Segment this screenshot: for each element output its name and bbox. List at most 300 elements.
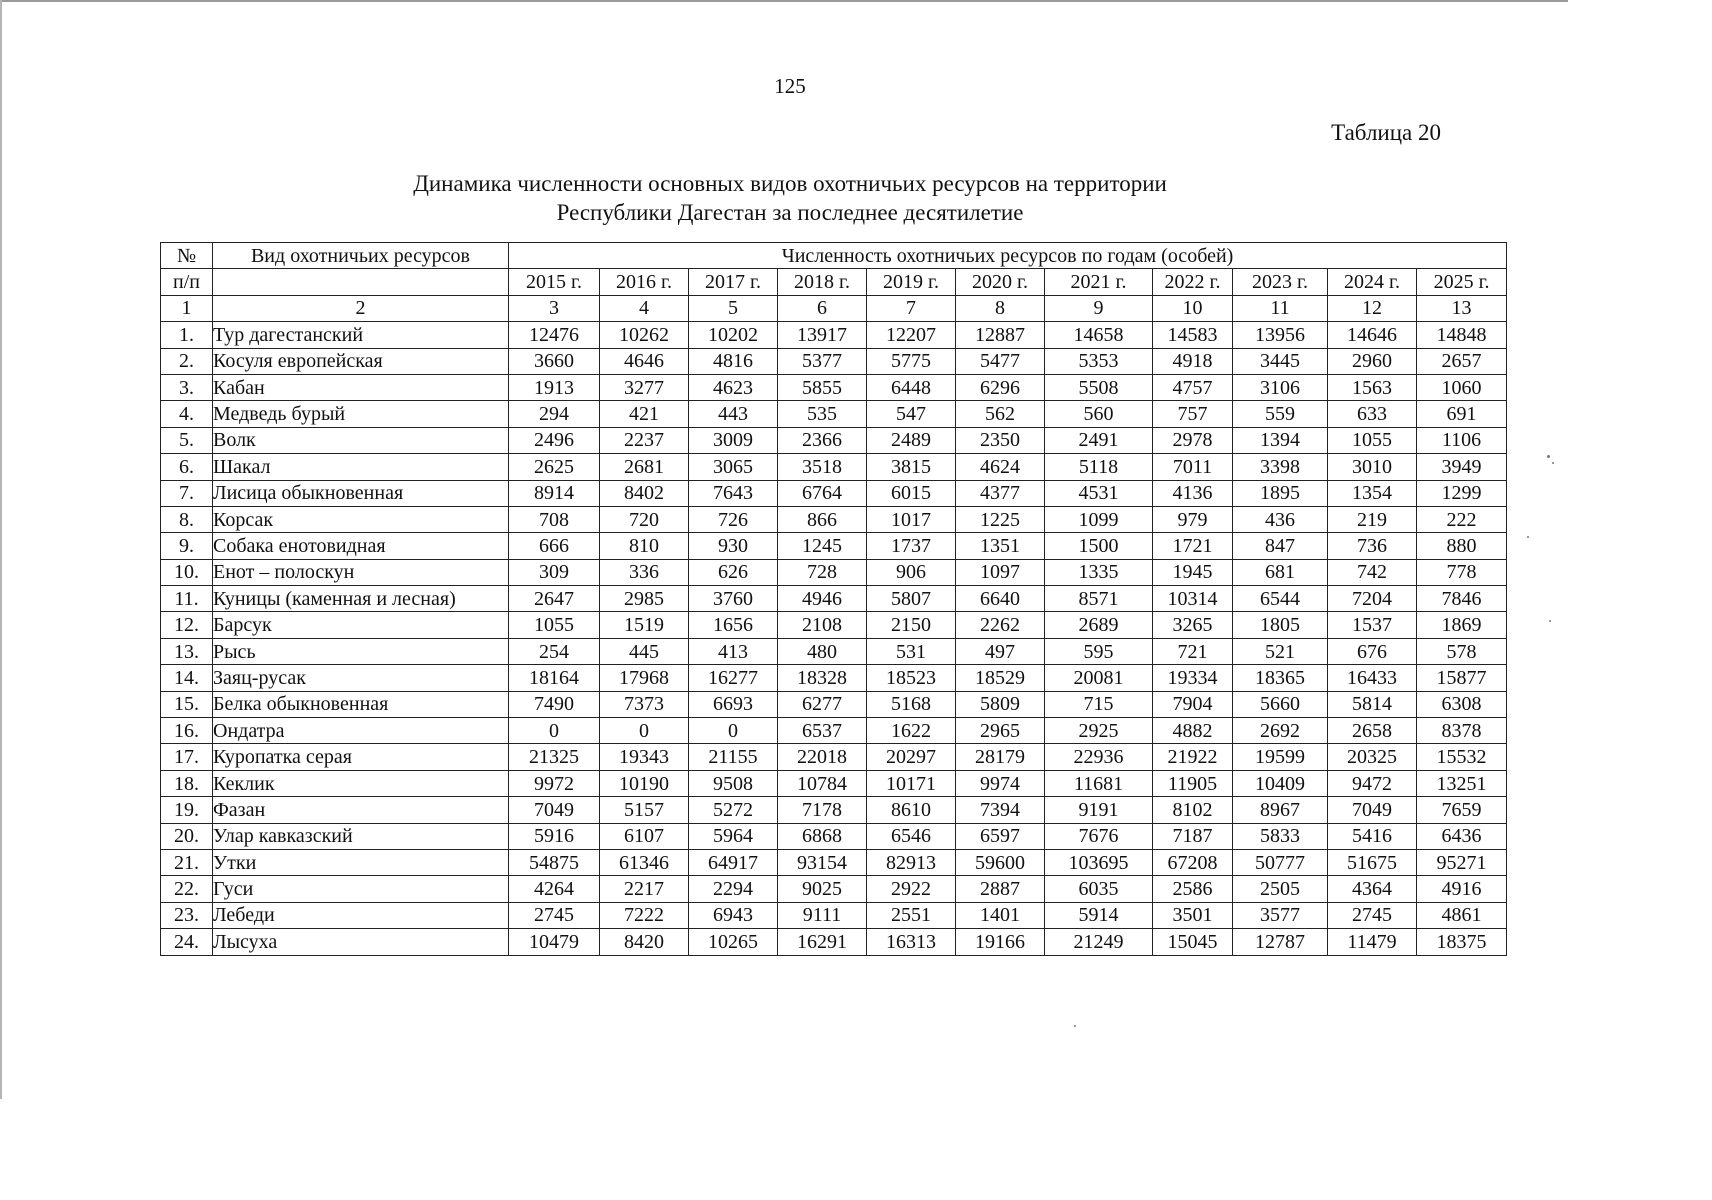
population-value: 50777 [1233, 849, 1328, 875]
year-header: 2021 г. [1045, 269, 1153, 295]
population-value: 18523 [867, 665, 956, 691]
page-number: 125 [774, 74, 806, 98]
population-value: 715 [1045, 691, 1153, 717]
population-value: 6107 [600, 823, 689, 849]
row-number: 18. [161, 770, 213, 796]
population-value: 4646 [600, 348, 689, 374]
table-row [161, 348, 1507, 374]
population-value: 2586 [1153, 876, 1233, 902]
population-value: 2689 [1045, 612, 1153, 638]
population-value: 3949 [1417, 454, 1507, 480]
population-value: 15532 [1417, 744, 1507, 770]
population-value: 294 [509, 401, 600, 427]
row-number: 14. [161, 665, 213, 691]
population-value: 708 [509, 506, 600, 532]
row-number: 2. [161, 348, 213, 374]
population-value: 2108 [778, 612, 867, 638]
population-value: 1351 [956, 533, 1045, 559]
population-value: 9974 [956, 770, 1045, 796]
population-value: 10479 [509, 929, 600, 955]
population-value: 5775 [867, 348, 956, 374]
population-value: 1895 [1233, 480, 1328, 506]
population-value: 64917 [689, 849, 778, 875]
population-value: 16313 [867, 929, 956, 955]
population-value: 10409 [1233, 770, 1328, 796]
year-header: 2018 г. [778, 269, 867, 295]
population-value: 6035 [1045, 876, 1153, 902]
column-number: 5 [689, 295, 778, 321]
table-row [161, 427, 1507, 453]
population-value: 8402 [600, 480, 689, 506]
population-value: 67208 [1153, 849, 1233, 875]
population-value: 979 [1153, 506, 1233, 532]
population-value: 7049 [1328, 797, 1417, 823]
table-row [161, 612, 1507, 638]
population-value: 0 [600, 718, 689, 744]
population-value: 742 [1328, 559, 1417, 585]
population-value: 1563 [1328, 374, 1417, 400]
species-name: Заяц-русак [213, 665, 509, 691]
population-value: 633 [1328, 401, 1417, 427]
population-value: 1537 [1328, 612, 1417, 638]
population-value: 560 [1045, 401, 1153, 427]
column-number: 7 [867, 295, 956, 321]
population-value: 6544 [1233, 586, 1328, 612]
species-name: Ондатра [213, 718, 509, 744]
row-number: 5. [161, 427, 213, 453]
population-value: 21155 [689, 744, 778, 770]
species-name: Волк [213, 427, 509, 453]
population-value: 4918 [1153, 348, 1233, 374]
table-row [161, 322, 1507, 348]
row-number: 4. [161, 401, 213, 427]
population-value: 10202 [689, 322, 778, 348]
population-value: 6546 [867, 823, 956, 849]
population-value: 7178 [778, 797, 867, 823]
population-value: 5477 [956, 348, 1045, 374]
population-value: 3445 [1233, 348, 1328, 374]
population-value: 480 [778, 638, 867, 664]
population-value: 2922 [867, 876, 956, 902]
population-value: 4364 [1328, 876, 1417, 902]
table-row [161, 506, 1507, 532]
population-value: 3518 [778, 454, 867, 480]
population-value: 12476 [509, 322, 600, 348]
year-header: 2022 г. [1153, 269, 1233, 295]
population-value: 7373 [600, 691, 689, 717]
population-value: 2925 [1045, 718, 1153, 744]
population-value: 5118 [1045, 454, 1153, 480]
population-value: 51675 [1328, 849, 1417, 875]
population-value: 22936 [1045, 744, 1153, 770]
population-value: 9472 [1328, 770, 1417, 796]
population-value: 7222 [600, 902, 689, 928]
population-value: 93154 [778, 849, 867, 875]
population-value: 547 [867, 401, 956, 427]
population-value: 6640 [956, 586, 1045, 612]
table-row [161, 401, 1507, 427]
population-value: 5833 [1233, 823, 1328, 849]
population-value: 5809 [956, 691, 1045, 717]
row-number: 11. [161, 586, 213, 612]
population-value: 9972 [509, 770, 600, 796]
population-value: 5377 [778, 348, 867, 374]
scan-speck [1552, 462, 1554, 464]
species-name: Собака енотовидная [213, 533, 509, 559]
column-number: 11 [1233, 295, 1328, 321]
population-value: 18328 [778, 665, 867, 691]
population-value: 2262 [956, 612, 1045, 638]
population-value: 16433 [1328, 665, 1417, 691]
population-value: 810 [600, 533, 689, 559]
population-value: 5916 [509, 823, 600, 849]
population-value: 5508 [1045, 374, 1153, 400]
population-value: 866 [778, 506, 867, 532]
species-name: Белка обыкновенная [213, 691, 509, 717]
population-value: 309 [509, 559, 600, 585]
population-value: 14848 [1417, 322, 1507, 348]
population-value: 3660 [509, 348, 600, 374]
population-value: 5814 [1328, 691, 1417, 717]
population-value: 21325 [509, 744, 600, 770]
population-value: 82913 [867, 849, 956, 875]
population-value: 3065 [689, 454, 778, 480]
population-value: 728 [778, 559, 867, 585]
population-value: 5807 [867, 586, 956, 612]
population-value: 2745 [509, 902, 600, 928]
year-header: 2025 г. [1417, 269, 1507, 295]
population-value: 535 [778, 401, 867, 427]
row-number: 1. [161, 322, 213, 348]
population-value: 1737 [867, 533, 956, 559]
population-value: 1055 [509, 612, 600, 638]
population-value: 4882 [1153, 718, 1233, 744]
row-number: 13. [161, 638, 213, 664]
population-value: 2625 [509, 454, 600, 480]
population-value: 14583 [1153, 322, 1233, 348]
column-number: 9 [1045, 295, 1153, 321]
population-value: 421 [600, 401, 689, 427]
table-row [161, 586, 1507, 612]
species-name: Кабан [213, 374, 509, 400]
population-value: 10265 [689, 929, 778, 955]
population-value: 12207 [867, 322, 956, 348]
population-value: 12887 [956, 322, 1045, 348]
column-number: 10 [1153, 295, 1233, 321]
population-value: 1721 [1153, 533, 1233, 559]
population-value: 2657 [1417, 348, 1507, 374]
table-label: Таблица 20 [1331, 120, 1441, 145]
population-value: 20297 [867, 744, 956, 770]
species-name: Косуля европейская [213, 348, 509, 374]
population-value: 14646 [1328, 322, 1417, 348]
species-name: Куницы (каменная и лесная) [213, 586, 509, 612]
population-value: 9508 [689, 770, 778, 796]
population-value: 681 [1233, 559, 1328, 585]
column-number: 8 [956, 295, 1045, 321]
population-value: 1335 [1045, 559, 1153, 585]
species-name: Шакал [213, 454, 509, 480]
population-value: 17968 [600, 665, 689, 691]
species-name: Барсук [213, 612, 509, 638]
population-value: 578 [1417, 638, 1507, 664]
table-row [161, 744, 1507, 770]
column-number: 12 [1328, 295, 1417, 321]
hunting-resources-table [160, 242, 1507, 956]
population-value: 61346 [600, 849, 689, 875]
population-value: 3577 [1233, 902, 1328, 928]
population-value: 6015 [867, 480, 956, 506]
species-name: Улар кавказский [213, 823, 509, 849]
population-value: 2237 [600, 427, 689, 453]
population-value: 7049 [509, 797, 600, 823]
year-header: 2020 г. [956, 269, 1045, 295]
population-value: 9191 [1045, 797, 1153, 823]
population-value: 691 [1417, 401, 1507, 427]
population-value: 720 [600, 506, 689, 532]
population-value: 2681 [600, 454, 689, 480]
species-name: Кеклик [213, 770, 509, 796]
population-value: 930 [689, 533, 778, 559]
header-number [161, 243, 213, 269]
population-value: 1225 [956, 506, 1045, 532]
population-value: 880 [1417, 533, 1507, 559]
population-value: 3398 [1233, 454, 1328, 480]
scan-edge-top [0, 0, 1568, 2]
population-value: 4861 [1417, 902, 1507, 928]
row-number: 24. [161, 929, 213, 955]
population-value: 778 [1417, 559, 1507, 585]
population-value: 413 [689, 638, 778, 664]
population-value: 10171 [867, 770, 956, 796]
population-value: 1106 [1417, 427, 1507, 453]
species-name: Лысуха [213, 929, 509, 955]
population-value: 7011 [1153, 454, 1233, 480]
population-value: 14658 [1045, 322, 1153, 348]
scan-speck [1547, 455, 1550, 458]
population-value: 10262 [600, 322, 689, 348]
column-number: 2 [213, 295, 509, 321]
population-value: 13956 [1233, 322, 1328, 348]
population-value: 7204 [1328, 586, 1417, 612]
population-value: 6868 [778, 823, 867, 849]
population-value: 0 [689, 718, 778, 744]
population-value: 10314 [1153, 586, 1233, 612]
population-value: 7676 [1045, 823, 1153, 849]
population-value: 6448 [867, 374, 956, 400]
population-value: 2350 [956, 427, 1045, 453]
population-value: 736 [1328, 533, 1417, 559]
population-value: 0 [509, 718, 600, 744]
population-value: 6277 [778, 691, 867, 717]
population-value: 8914 [509, 480, 600, 506]
population-value: 757 [1153, 401, 1233, 427]
row-number: 17. [161, 744, 213, 770]
column-number: 6 [778, 295, 867, 321]
row-number: 23. [161, 902, 213, 928]
population-value: 1805 [1233, 612, 1328, 638]
population-value: 103695 [1045, 849, 1153, 875]
population-value: 3106 [1233, 374, 1328, 400]
row-number: 22. [161, 876, 213, 902]
table-row [161, 929, 1507, 955]
population-value: 19334 [1153, 665, 1233, 691]
population-value: 20081 [1045, 665, 1153, 691]
population-value: 6693 [689, 691, 778, 717]
scan-speck [1527, 536, 1529, 538]
population-value: 6436 [1417, 823, 1507, 849]
population-value: 1299 [1417, 480, 1507, 506]
population-value: 521 [1233, 638, 1328, 664]
population-value: 2965 [956, 718, 1045, 744]
population-value: 8571 [1045, 586, 1153, 612]
population-value: 1945 [1153, 559, 1233, 585]
population-value: 1401 [956, 902, 1045, 928]
population-value: 5168 [867, 691, 956, 717]
species-name: Гуси [213, 876, 509, 902]
population-value: 2294 [689, 876, 778, 902]
header-number-cont: п/п [161, 269, 213, 295]
population-value: 1622 [867, 718, 956, 744]
population-value: 15877 [1417, 665, 1507, 691]
population-value: 54875 [509, 849, 600, 875]
population-value: 9025 [778, 876, 867, 902]
row-number: 9. [161, 533, 213, 559]
population-value: 4757 [1153, 374, 1233, 400]
row-number: 6. [161, 454, 213, 480]
population-value: 436 [1233, 506, 1328, 532]
population-value: 5964 [689, 823, 778, 849]
row-number: 19. [161, 797, 213, 823]
table-row [161, 876, 1507, 902]
population-value: 445 [600, 638, 689, 664]
table-row [161, 533, 1507, 559]
year-header: 2015 г. [509, 269, 600, 295]
population-value: 7643 [689, 480, 778, 506]
population-value: 3009 [689, 427, 778, 453]
population-value: 219 [1328, 506, 1417, 532]
population-value: 12787 [1233, 929, 1328, 955]
population-value: 2217 [600, 876, 689, 902]
population-value: 5353 [1045, 348, 1153, 374]
population-value: 59600 [956, 849, 1045, 875]
row-number: 21. [161, 849, 213, 875]
population-value: 2647 [509, 586, 600, 612]
column-number: 4 [600, 295, 689, 321]
population-value: 8610 [867, 797, 956, 823]
column-number: 1 [161, 295, 213, 321]
year-header: 2016 г. [600, 269, 689, 295]
population-value: 2491 [1045, 427, 1153, 453]
population-value: 2978 [1153, 427, 1233, 453]
row-number: 7. [161, 480, 213, 506]
population-value: 2489 [867, 427, 956, 453]
table-row [161, 691, 1507, 717]
population-value: 4264 [509, 876, 600, 902]
column-number: 3 [509, 295, 600, 321]
population-value: 22018 [778, 744, 867, 770]
population-value: 16277 [689, 665, 778, 691]
population-value: 721 [1153, 638, 1233, 664]
population-value: 18375 [1417, 929, 1507, 955]
population-value: 5272 [689, 797, 778, 823]
population-value: 3760 [689, 586, 778, 612]
population-value: 595 [1045, 638, 1153, 664]
population-value: 4624 [956, 454, 1045, 480]
population-value: 11479 [1328, 929, 1417, 955]
population-value: 8967 [1233, 797, 1328, 823]
table-row [161, 374, 1507, 400]
population-value: 15045 [1153, 929, 1233, 955]
population-value: 7394 [956, 797, 1045, 823]
population-value: 847 [1233, 533, 1328, 559]
population-value: 726 [689, 506, 778, 532]
row-number: 10. [161, 559, 213, 585]
scan-speck [1549, 620, 1551, 622]
row-number: 8. [161, 506, 213, 532]
population-value: 5914 [1045, 902, 1153, 928]
population-value: 9111 [778, 902, 867, 928]
population-value: 222 [1417, 506, 1507, 532]
population-value: 2658 [1328, 718, 1417, 744]
population-value: 18529 [956, 665, 1045, 691]
row-number: 16. [161, 718, 213, 744]
population-value: 2505 [1233, 876, 1328, 902]
population-value: 7187 [1153, 823, 1233, 849]
population-value: 2745 [1328, 902, 1417, 928]
table-row [161, 849, 1507, 875]
table-row [161, 638, 1507, 664]
population-value: 906 [867, 559, 956, 585]
population-value: 5157 [600, 797, 689, 823]
population-value: 4623 [689, 374, 778, 400]
population-value: 5416 [1328, 823, 1417, 849]
population-value: 4377 [956, 480, 1045, 506]
population-value: 11905 [1153, 770, 1233, 796]
population-value: 7490 [509, 691, 600, 717]
population-value: 8378 [1417, 718, 1507, 744]
species-name: Рысь [213, 638, 509, 664]
species-name: Енот – полоскун [213, 559, 509, 585]
population-value: 21249 [1045, 929, 1153, 955]
scan-speck [1074, 1025, 1076, 1027]
header-species-cont [213, 269, 509, 295]
species-name: Лебеди [213, 902, 509, 928]
population-value: 8102 [1153, 797, 1233, 823]
population-value: 1869 [1417, 612, 1507, 638]
population-value: 10190 [600, 770, 689, 796]
population-value: 1055 [1328, 427, 1417, 453]
table-row [161, 665, 1507, 691]
population-value: 2887 [956, 876, 1045, 902]
species-name: Медведь бурый [213, 401, 509, 427]
population-value: 4916 [1417, 876, 1507, 902]
population-value: 2496 [509, 427, 600, 453]
population-value: 6943 [689, 902, 778, 928]
row-number: 15. [161, 691, 213, 717]
population-value: 6296 [956, 374, 1045, 400]
population-value: 7904 [1153, 691, 1233, 717]
header-species [213, 243, 509, 269]
table-row [161, 480, 1507, 506]
population-value: 19343 [600, 744, 689, 770]
header-number-line1: № [176, 244, 197, 267]
population-value: 254 [509, 638, 600, 664]
population-value: 21922 [1153, 744, 1233, 770]
population-value: 2692 [1233, 718, 1328, 744]
species-name: Тур дагестанский [213, 322, 509, 348]
table-row [161, 559, 1507, 585]
